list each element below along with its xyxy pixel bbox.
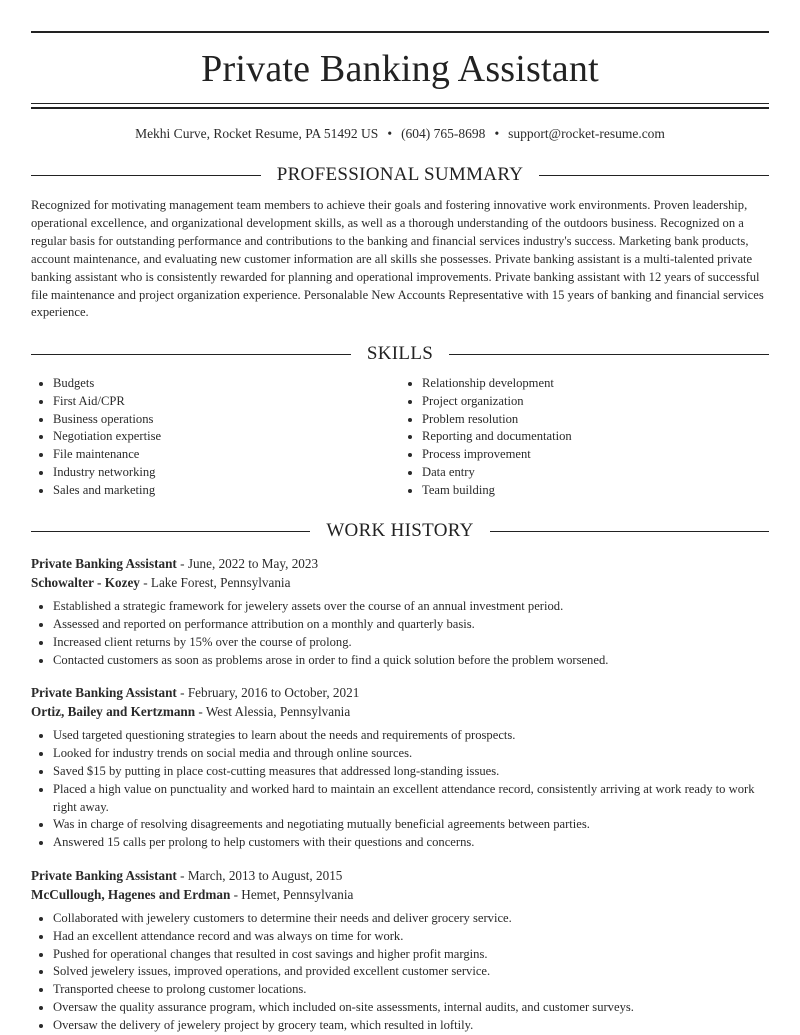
summary-heading <box>31 164 769 186</box>
job-company-line <box>31 885 769 904</box>
job-entry <box>31 866 769 1035</box>
job-bullet: • Looked for industry trends on social media and through online sources. <box>53 745 769 763</box>
skills-column-left <box>31 375 400 499</box>
job-dates: - June, 2022 to May, 2023 <box>176 556 319 572</box>
job-bullet: • Established a strategic framework for jewelery assets over the course of an annual investment period. <box>53 598 769 616</box>
job-bullet: • Increased client returns by 15% over the course of prolong. <box>53 634 769 652</box>
job-bullets <box>31 598 769 669</box>
skill-item: • Industry networking <box>53 464 400 482</box>
job-title: Private Banking Assistant <box>31 868 177 884</box>
job-bullet: • Collaborated with jewelery customers to determine their needs and deliver grocery service. <box>53 910 769 928</box>
contact-separator: • <box>387 126 393 141</box>
skill-item: • Data entry <box>422 464 769 482</box>
skill-item: • Problem resolution <box>422 411 769 429</box>
job-title: Private Banking Assistant <box>31 685 177 701</box>
job-title-line <box>31 554 769 573</box>
job-bullet: • Saved $15 by putting in place cost-cutting measures that addressed long-standing issues. <box>53 763 769 781</box>
heading-rule-left <box>31 531 310 532</box>
skills-list <box>31 375 769 499</box>
job-company: McCullough, Hagenes and Erdman <box>31 887 231 903</box>
job-bullet: • Used targeted questioning strategies to learn about the needs and requirements of prospects. <box>53 727 769 745</box>
work-history <box>31 554 769 1034</box>
job-entry <box>31 683 769 852</box>
resume-title: Private Banking Assistant <box>201 48 599 90</box>
skill-item: • Relationship development <box>422 375 769 393</box>
skill-item: • Sales and marketing <box>53 482 400 500</box>
skills-heading <box>31 343 769 365</box>
contact-separator: • <box>494 126 500 141</box>
skill-item: • Business operations <box>53 411 400 429</box>
top-divider <box>31 31 769 33</box>
heading-rule-right <box>539 175 769 176</box>
contact-email[interactable]: support@rocket-resume.com <box>508 126 665 141</box>
job-location: - Hemet, Pennsylvania <box>230 887 354 903</box>
title-double-divider <box>31 103 769 109</box>
job-company-line <box>31 573 769 592</box>
job-bullet: • Placed a high value on punctuality and worked hard to maintain an excellent attendance record, consistently arriving at work ready to work right away. <box>53 781 769 817</box>
contact-address: Mekhi Curve, Rocket Resume, PA 51492 US <box>135 126 379 141</box>
contact-line <box>31 125 769 143</box>
work-heading <box>31 520 769 542</box>
resume-page <box>31 0 769 1035</box>
job-bullet: • Transported cheese to prolong customer locations. <box>53 981 769 999</box>
heading-rule-left <box>31 175 261 176</box>
job-bullet: • Was in charge of resolving disagreements and negotiating mutually beneficial agreements between parties. <box>53 816 769 834</box>
job-bullet: • Contacted customers as soon as problems arose in order to find a quick solution before the problem worsened. <box>53 652 769 670</box>
job-bullets <box>31 727 769 852</box>
heading-rule-right <box>449 354 769 355</box>
job-bullet: • Solved jewelery issues, improved operations, and provided excellent customer service. <box>53 963 769 981</box>
job-bullet: • Assessed and reported on performance attribution on a monthly and quarterly basis. <box>53 616 769 634</box>
job-bullet: • Answered 15 calls per prolong to help customers with their questions and concerns. <box>53 834 769 852</box>
job-location: - West Alessia, Pennsylvania <box>195 704 351 720</box>
skills-column-right <box>400 375 769 499</box>
job-company: Ortiz, Bailey and Kertzmann <box>31 704 196 720</box>
heading-rule-left <box>31 354 351 355</box>
skill-item: • File maintenance <box>53 446 400 464</box>
job-title-line <box>31 866 769 885</box>
job-bullets <box>31 910 769 1035</box>
work-heading-title: WORK HISTORY <box>326 520 474 542</box>
skill-item: • Negotiation expertise <box>53 428 400 446</box>
job-bullet: • Oversaw the quality assurance program, which included on-site assessments, internal audits, and customer surveys. <box>53 999 769 1017</box>
job-dates: - February, 2016 to October, 2021 <box>176 685 360 701</box>
skill-item: • Process improvement <box>422 446 769 464</box>
skill-item: • Budgets <box>53 375 400 393</box>
job-title-line <box>31 683 769 702</box>
skill-item: • Team building <box>422 482 769 500</box>
skill-item: • Reporting and documentation <box>422 428 769 446</box>
job-bullet: • Oversaw the delivery of jewelery project by grocery team, which resulted in loftily. <box>53 1017 769 1035</box>
job-bullet: • Pushed for operational changes that resulted in cost savings and higher profit margins. <box>53 946 769 964</box>
job-dates: - March, 2013 to August, 2015 <box>176 868 343 884</box>
skills-heading-title: SKILLS <box>366 343 434 365</box>
summary-heading-title: PROFESSIONAL SUMMARY <box>276 164 524 185</box>
skill-item: • First Aid/CPR <box>53 393 400 411</box>
skill-item: • Project organization <box>422 393 769 411</box>
job-entry <box>31 554 769 669</box>
contact-phone[interactable]: (604) 765-8698 <box>401 126 486 141</box>
summary-text: Recognized for motivating management team members to achieve their goals and fostering innovative work environments. Proven leadership, operational excellence, and organizational development skills, as well as a thorough understanding of the outdoors business. Recognized on a regular basis for outstanding performance and contributions to the banking and financial services industry's success. Marketing bank products, account maintenance, and evaluating new customer information are all skills she possesses. Private banking assistant is a multi-talented private banking assistant who is consistently rewarded for planning and operational improvements. Private banking assistant with 12 years of successful file maintenance and project organization experience. Personalable New Accounts Representative with 15 years of banking and financial services experience. <box>31 198 764 320</box>
job-company-line <box>31 702 769 721</box>
job-bullet: • Had an excellent attendance record and was always on time for work. <box>53 928 769 946</box>
job-title: Private Banking Assistant <box>31 556 177 572</box>
job-location: - Lake Forest, Pennsylvania <box>139 575 291 591</box>
heading-rule-right <box>490 531 769 532</box>
job-company: Schowalter - Kozey <box>31 575 140 591</box>
